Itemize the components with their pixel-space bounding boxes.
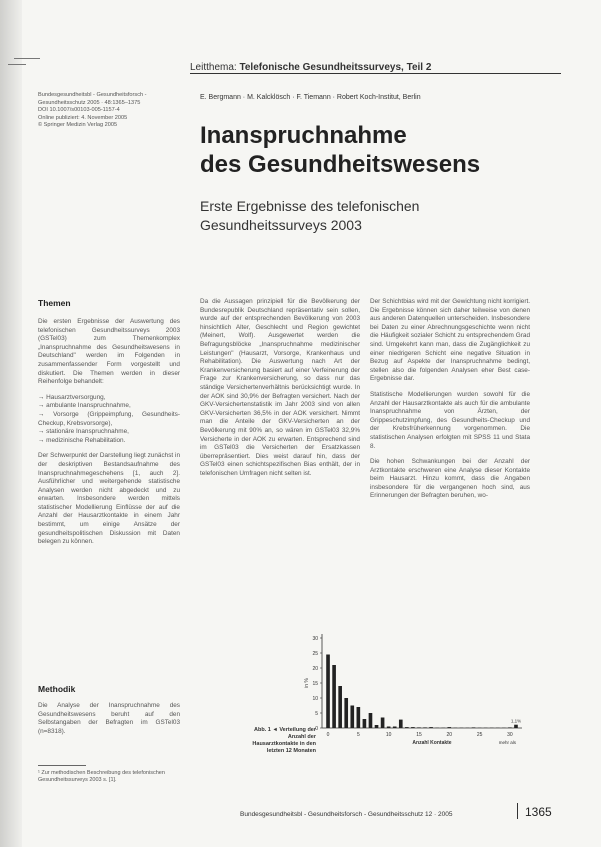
footnote-rule <box>38 765 86 766</box>
column-2 <box>200 298 360 485</box>
x-tick-label: 30 <box>507 732 513 738</box>
list-item: → medizinische Rehabilitation. <box>38 437 180 446</box>
bar <box>332 665 336 728</box>
y-tick-label: 30 <box>312 636 318 642</box>
contacts-bar-chart <box>300 630 530 752</box>
header-rule <box>190 73 561 74</box>
y-tick-label: 10 <box>312 696 318 702</box>
meta-line: © Springer Medizin Verlag 2005 <box>38 122 118 128</box>
y-tick-label: 20 <box>312 666 318 672</box>
bar <box>387 727 391 729</box>
section-heading-themen: Themen <box>38 298 71 308</box>
x-tick-label: 25 <box>476 732 483 738</box>
x-tick-label: 10 <box>385 732 392 738</box>
bar <box>417 727 421 728</box>
header-prefix: Leitthema: <box>190 62 240 73</box>
bar <box>344 698 348 728</box>
subtitle-line: Erste Ergebnisse des telefonischen <box>200 198 420 214</box>
paragraph: Statistische Modellierungen wurden sowohl für die Anzahl der Hausarztkontakte als auch für die ambulante Inanspruchnahme von Ärzten, der Grippeschutzimpfung, des Gesundheits-Checkup und der Krebsfrüherkennung vorgenommen. Die statistischen Analysen erfolgten mit SPSS 11 und Stata 8. <box>370 390 530 450</box>
paragraph: Der Schwerpunkt der Darstellung liegt zunächst in der deskriptiven Bestandsaufnahme des Inanspruchnahmegeschehens [1, auch 2]. Ausführlicher und weitergehende statistische Analysen werden nicht abgedeckt und zu erwarten. Insbesondere werden mittels statistischer Modellierung Einflüsse der auf die Anzahl der Hausarztkontakte in einem Jahr bestimmt, um einige Ansätze der gesundheitspolitischen Diskussion mit Daten belegen zu können. <box>38 452 180 546</box>
x-axis-label: Anzahl Kontakte <box>412 740 452 746</box>
column-3 <box>370 298 530 508</box>
meta-line: Gesundheitsschutz 2005 · 48:1365–1375 <box>38 99 141 106</box>
y-axis-label: in % <box>304 678 310 688</box>
page-number: 1365 <box>525 805 552 819</box>
paragraph: Die hohen Schwankungen bei der Anzahl der Arztkontakte erschweren eine Analyse dieser Kontakte beim Hausarzt. Hinzu kommt, dass die Angaben insbesondere für die vergangenen hoch sind, aus Erinnerungen der Befragten beruhen, wo- <box>370 458 530 500</box>
x-tick-label: 15 <box>416 732 422 738</box>
bar <box>514 725 518 728</box>
figure-caption: Abb. 1 ◄ Verteilung der Anzahl der Hausarztkontakte in den letzten 12 Monaten <box>252 727 316 754</box>
list-item: → Vorsorge (Grippeimpfung, Gesundheits-Checkup, Krebsvorsorge), <box>38 411 180 428</box>
list-item: → Hausarztversorgung, <box>38 394 180 403</box>
bar <box>447 727 451 728</box>
bar <box>350 706 354 729</box>
bar <box>405 727 409 728</box>
scan-mark <box>14 58 40 59</box>
scan-mark <box>8 64 26 65</box>
authors: E. Bergmann · M. Kalcklösch · F. Tiemann · Robert Koch-Institut, Berlin <box>200 94 421 101</box>
data-label: 1,1% <box>510 718 522 724</box>
article-title <box>200 121 480 179</box>
bar <box>472 727 476 728</box>
footer-journal: Bundesgesundheitsbl - Gesundheitsforsch - Gesundheitsschutz 12 · 2005 <box>240 811 453 818</box>
paragraph: Da die Aussagen prinzipiell für die Bevölkerung der Bundesrepublik Deutschland repräsentativ sein sollen, wurde auf der entsprechenden Bevölkerung von 2003 hinsichtlich Alter, Geschlecht und Region gewichtet (Meinert, Wolf). Ausgewertet werden die Befragungsblöcke „Inanspruchnahme medizinischer Leistungen" (Hausarzt, Vorsorge, Krankenhaus und Rehabilitation). Die Auswertung nach Art der Krankenversicherung basiert auf einer Verfeinerung der Frage zur Krankenversicherung, so dass nur das ständige Versichertenverhältnis berücksichtigt wurde. In der AOK sind 30,9% der Befragten versichert. Nach der GKV-Versichertenstatistik im Jahr 2003 sind von allen GKV-Versicherten 36,5% in der AOK versichert. Nimmt man die Anteile der GKV-Versicherten an der Bevölkerung mit 90% an, so wären im GSTel03 32,9% Versicherte in der AOK zu erwarten. Entsprechend sind im GSTel03 die Versicherten der Ersatzkassen überrepräsentiert. Dies weist darauf hin, dass der GSTel03 einen schichtspezifischen Bias enthält, der in telefonischen Umfragen nicht selten ist. <box>200 298 360 477</box>
bar <box>375 725 379 728</box>
y-tick-label: 15 <box>312 681 318 687</box>
section-heading-methodik: Methodik <box>38 684 76 694</box>
subtitle-line: Gesundheitssurveys 2003 <box>200 217 362 233</box>
article-subtitle <box>200 197 419 235</box>
bar <box>326 655 330 729</box>
bar <box>393 727 397 729</box>
bar <box>381 718 385 729</box>
x-axis-extra-label: mehr als <box>498 740 516 745</box>
x-tick-label: 20 <box>446 732 453 738</box>
paragraph: Der Schichtbias wird mit der Gewichtung nicht korrigiert. Die Ergebnisse können sich daher teilweise von denen aus anderen Datenquellen unterscheiden. Insbesondere bei Daten zu einer Abrechnungsgeschichte wenn nicht die Häufigkeit sozialer Schicht zu entsprechendem Grad sind. Umgekehrt kann man, dass die Zugänglichkeit zu einer niedrigeren Schicht eine negative Situation in Bezug auf Aspekte der Inanspruchnahme bedingt, stellen also die folgenden Analysen eher Best case-Ergebnisse dar. <box>370 298 530 383</box>
x-tick-label: 5 <box>356 732 360 738</box>
paragraph: Die ersten Ergebnisse der Auswertung des telefonischen Gesundheitssurveys 2003 (GSTel03) zum Themenkomplex „Inanspruchnahme des Gesundheitswesens in Deutschland" werden im Folgenden in zusammenfassender Form vorgestellt und diskutiert. Die Themen werden in dieser Reihenfolge behandelt: <box>38 318 180 386</box>
bar <box>369 713 373 728</box>
header-title: Telefonische Gesundheitssurveys, Teil 2 <box>239 62 432 73</box>
list-item: → stationäre Inanspruchnahme, <box>38 428 180 437</box>
running-header <box>190 62 431 73</box>
list-item: → ambulante Inanspruchnahme, <box>38 402 180 411</box>
scan-binding-shadow <box>0 0 22 847</box>
paragraph: Die Analyse der Inanspruchnahme des Gesundheitswesens beruht auf den Selbstangaben der Befragten im GSTel03 (n=8318). <box>38 702 180 735</box>
methodik-text <box>38 702 180 743</box>
meta-line: Online publiziert: 4. November 2005 <box>38 114 128 121</box>
bar <box>411 727 415 728</box>
x-tick-label: 0 <box>326 732 330 738</box>
y-tick-label: 0 <box>315 726 318 732</box>
bar <box>338 686 342 728</box>
bar <box>508 727 512 728</box>
article-meta <box>38 92 178 130</box>
footnote: ¹ Zur methodischen Beschreibung des telefonischen Gesundheitssurveys 2003 s. [1]. <box>38 770 165 783</box>
bar <box>423 727 427 728</box>
title-line: Inanspruchnahme <box>200 122 407 149</box>
y-tick-label: 25 <box>312 651 318 657</box>
meta-line: DOI 10.1007/s00103-005-1157-4 <box>38 107 120 113</box>
bar <box>363 719 367 728</box>
bar <box>357 707 361 728</box>
topic-list <box>38 394 180 446</box>
y-tick-label: 5 <box>315 711 318 717</box>
footer-divider <box>517 803 518 819</box>
title-line: des Gesundheitswesens <box>200 151 481 178</box>
column-1 <box>38 318 180 554</box>
bar <box>399 720 403 728</box>
meta-line: Bundesgesundheitsbl - Gesundheitsforsch - <box>38 92 147 98</box>
bar <box>429 727 433 728</box>
